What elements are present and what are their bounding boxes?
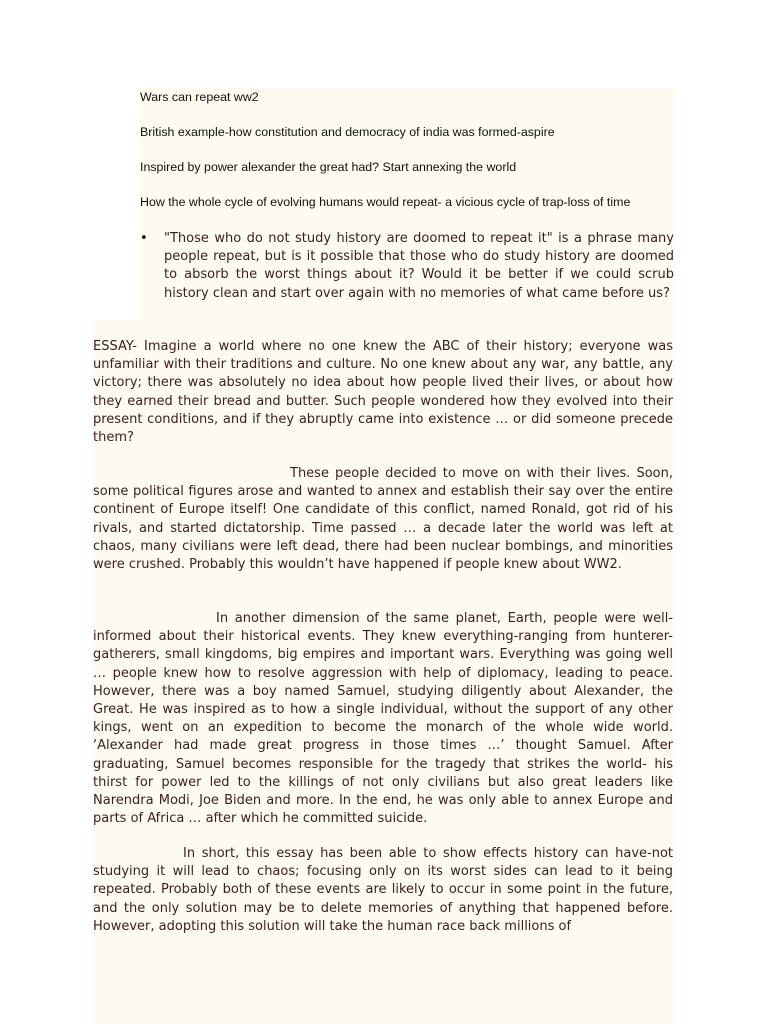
note-line-3: Inspired by power alexander the great had? Start annexing the world: [140, 160, 517, 174]
essay-body: [93, 320, 675, 1024]
essay-paragraph-1: ESSAY- Imagine a world where no one knew the ABC of their history; everyone was unfamiliar with their traditions and culture. No one knew about any war, any battle, any victory; there was absolutely no idea about how people lived their lives, or about how they earned their bread and butter. Such people wondered how they evolved into their present conditions, and if they abruptly came into existence … or did someone precede them?: [93, 339, 673, 446]
note-line-4: How the whole cycle of evolving humans would repeat- a vicious cycle of trap-loss of time: [140, 195, 631, 209]
bullet-icon: •: [140, 231, 148, 246]
essay-paragraph-4: In short, this essay has been able to show effects history can have-not studying it will lead to chaos; focusing only on its worst sides can lead to it being repeated. Probably both of these events are likely to occur in some point in the future, and the only solution may be to delete memories of anything that happened before. However, adopting this solution will take the human race back millions of: [93, 846, 673, 934]
essay-paragraph-2: These people decided to move on with their lives. Soon, some political figures arose and wanted to annex and establish their say over the entire continent of Europe itself! One candidate of this conflict, named Ronald, got rid of his rivals, and started dictatorship. Time passed … a decade later the world was left at chaos, many civilians were left dead, there had been nuclear bombings, and minorities were crushed. Probably this wouldn’t have happened if people knew about WW2.: [93, 466, 673, 573]
bullet-text: "Those who do not study history are doomed to repeat it" is a phrase many people repeat, but is it possible that those who do study history are doomed to absorb the worst things about it? Would it be better if we could scrub history clean and start over again with no memories of what came before us?: [164, 231, 674, 301]
essay-paragraph-3: In another dimension of the same planet, Earth, people were well-informed about their historical events. They knew everything-ranging from hunterer-gatherers, small kingdoms, big empires and important wars. Everything was going well … people knew how to resolve aggression with help of diplomacy, leading to peace. However, there was a boy named Samuel, studying diligently about Alexander, the Great. He was inspired as to how a single individual, without the support of any other kings, went on an expedition to become the monarch of the whole wide world. ‘Alexander had made great progress in those times …’ thought Samuel. After graduating, Samuel becomes responsible for the tragedy that strikes the world- his thirst for power led to the killings of not only civilians but also great leaders like Narendra Modi, Joe Biden and more. In the end, he was only able to annex Europe and parts of Africa … after which he committed suicide.: [93, 611, 673, 827]
note-line-2: British example-how constitution and democracy of india was formed-aspire: [140, 125, 555, 139]
note-line-1: Wars can repeat ww2: [140, 90, 259, 104]
outline-notes: [140, 88, 675, 320]
